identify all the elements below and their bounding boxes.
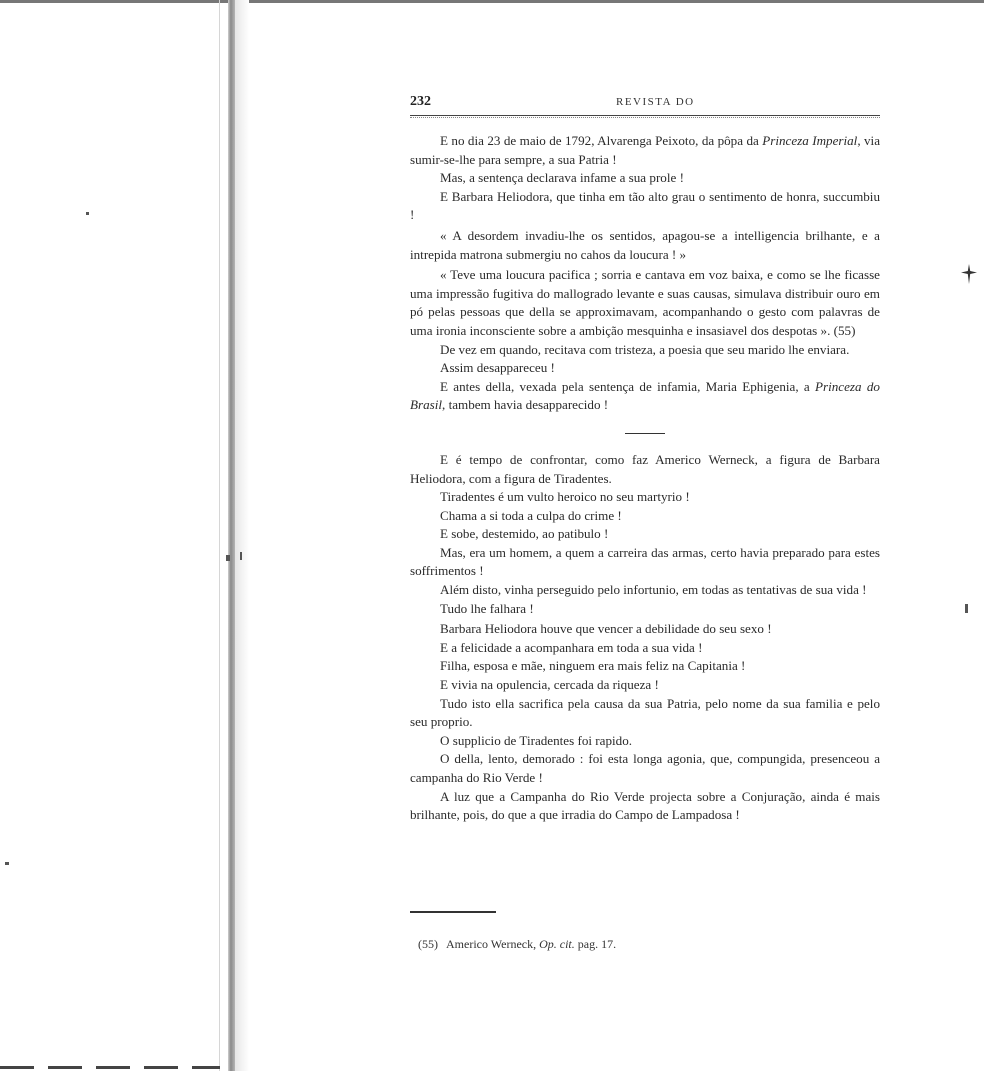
text-run: Barbara Heliodora houve que vencer a debilidade do seu sexo ! (440, 621, 772, 637)
italic-text: Princeza do Brasil (410, 378, 880, 413)
text-run: Tiradentes é um vulto heroico no seu martyrio ! (440, 489, 690, 505)
header-rule (410, 115, 880, 118)
paragraph (410, 750, 880, 787)
page-header (410, 90, 880, 112)
page-number: 232 (410, 94, 431, 109)
text-run: Além disto, vinha perseguido pelo infortunio, em todas as tentativas de sua vida ! (440, 582, 867, 598)
text-run: Mas, era um homem, a quem a carreira das armas, certo havia preparado para estes soffrimentos ! (410, 544, 880, 579)
running-head: REVISTA DO (616, 96, 695, 108)
paragraph (410, 378, 880, 415)
text-run: E vivia na opulencia, cercada da riqueza ! (440, 677, 659, 693)
paragraph (410, 581, 880, 600)
paragraph (410, 507, 880, 526)
paragraph (410, 488, 880, 507)
book-page (410, 90, 881, 823)
text-run: , tambem havia desapparecido ! (442, 397, 609, 413)
text-run: O supplicio de Tiradentes foi rapido. (440, 732, 633, 748)
paragraph (410, 732, 880, 751)
paragraph (410, 451, 880, 488)
text-run: Mas, a sentença declarava infame a sua prole ! (440, 170, 684, 186)
text-run: « Teve uma loucura pacifica ; sorria e cantava em voz baixa, e como se lhe ficasse uma impressão fugitiva do mallogrado levante e suas causas, simulava distribuir ouro em pó pelas pessoas que della se approximavam, acompanhando o gesto com palavras de uma ironia inconsciente sobre a ambição mesquinha e insasiavel dos despotas ». (55) (410, 267, 880, 338)
paragraph (410, 227, 880, 264)
text-run: Assim desappareceu ! (440, 360, 555, 376)
footnote-text (446, 937, 616, 951)
paragraph (410, 695, 880, 732)
binding-gutter (228, 0, 235, 1071)
italic-text: Princeza Imperial (762, 133, 858, 148)
paragraph (410, 169, 880, 188)
text-run: , via sumir-se-lhe para sempre, a sua Patria ! (410, 133, 881, 167)
text-run: O della, lento, demorado : foi esta longa agonia, que, compungida, presenceou a campanha do Rio Verde ! (410, 751, 880, 785)
text-run: Filha, esposa e mãe, ninguem era mais feliz na Capitania ! (440, 658, 746, 674)
text-run: E no dia 23 de maio de 1792, Alvarenga Peixoto, da pôpa da (440, 133, 763, 148)
section-divider (625, 433, 665, 434)
paragraph (410, 132, 880, 169)
footnote-number: (55) (418, 937, 438, 951)
paragraph (410, 359, 880, 378)
footnote (418, 937, 616, 952)
text-run: Tudo lhe falhara ! (440, 600, 534, 616)
paragraph (410, 525, 880, 544)
text-run: De vez em quando, recitava com tristeza, a poesia que seu marido lhe enviara. (440, 341, 850, 357)
text-run: pag. 17. (574, 937, 617, 951)
footnote-rule (410, 911, 496, 913)
text-run: E antes della, vexada pela sentença de infamia, Maria Ephigenia, a (440, 378, 816, 394)
gutter-shadow (235, 0, 249, 1071)
paragraph (410, 676, 880, 695)
paragraph (410, 657, 880, 676)
scan-speck (5, 862, 9, 865)
paragraph (410, 188, 880, 225)
paragraph (410, 266, 880, 340)
paragraph (410, 620, 880, 639)
scan-speck (226, 555, 230, 561)
scan-speck (965, 604, 968, 613)
scan-top-edge (0, 0, 984, 3)
text-run: E a felicidade a acompanhara em toda a sua vida ! (440, 639, 703, 655)
text-run: Americo Werneck, (446, 937, 540, 951)
text-run: Tudo isto ella sacrifica pela causa da sua Patria, pelo nome da sua familia e pelo seu proprio. (410, 695, 880, 730)
paragraph (410, 600, 880, 619)
scan-speck (240, 552, 242, 560)
scan-speck (86, 212, 89, 215)
italic-text: Op. cit. (539, 937, 575, 951)
body-text (410, 132, 880, 825)
paragraph (410, 544, 880, 581)
text-run: E sobe, destemido, ao patibulo ! (440, 526, 609, 542)
text-run: « A desordem invadiu-lhe os sentidos, apagou-se a intelligencia brilhante, e a intrepida matrona submergiu no cahos da loucura ! » (410, 227, 880, 262)
text-run: E é tempo de confrontar, como faz Americo Werneck, a figura de Barbara Heliodora, com a figura de Tiradentes. (410, 451, 880, 486)
paragraph (410, 341, 880, 360)
paragraph (410, 639, 880, 658)
gutter-thin-line (219, 0, 220, 1071)
scan-bottom-marks (0, 1066, 220, 1069)
text-run: E Barbara Heliodora, que tinha em tão alto grau o sentimento de honra, succumbiu ! (410, 188, 880, 223)
text-run: A luz que a Campanha do Rio Verde projecta sobre a Conjuração, ainda é mais brilhante, pois, do que a que irradia do Campo de Lampadosa ! (410, 788, 880, 823)
text-run: Chama a si toda a culpa do crime ! (440, 507, 622, 523)
cross-mark-icon (961, 264, 977, 284)
paragraph (410, 788, 880, 825)
